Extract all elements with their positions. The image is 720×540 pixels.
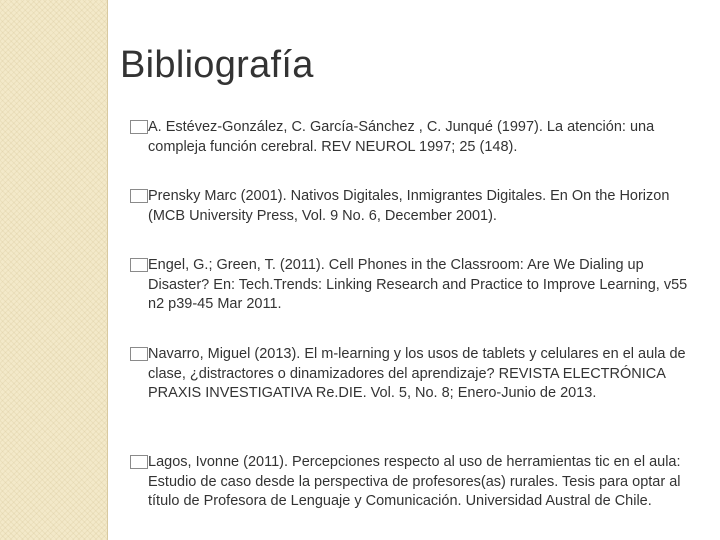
reference-item xyxy=(130,345,698,404)
box-bullet-icon xyxy=(130,189,148,203)
reference-item xyxy=(130,187,698,226)
reference-item xyxy=(130,256,698,315)
sidebar-divider xyxy=(107,0,108,540)
reference-text: Engel, G.; Green, T. (2011). Cell Phones in the Classroom: Are We Dialing up Disaster? En: Tech.Trends: Linking Research and Practice to Improve Learning, v55 n2 p39-45 Mar 2011. xyxy=(148,257,688,312)
box-bullet-icon xyxy=(130,120,148,134)
reference-item xyxy=(130,118,698,157)
reference-text: A. Estévez-González, C. García-Sánchez , C. Junqué (1997). La atención: una compleja función cerebral. REV NEUROL 1997; 25 (148). xyxy=(148,119,655,155)
box-bullet-icon xyxy=(130,455,148,469)
reference-item xyxy=(130,453,698,512)
reference-text: Prensky Marc (2001). Nativos Digitales, Inmigrantes Digitales. En On the Horizon (MCB University Press, Vol. 9 No. 6, December 2001). xyxy=(148,188,670,224)
reference-text: Lagos, Ivonne (2011). Percepciones respecto al uso de herramientas tic en el aula: Estudio de caso desde la perspectiva de profesores(as) rurales. Tesis para optar al título de Profesora de Lenguaje y Comunicación. Universidad Austral de Chile. xyxy=(148,454,681,509)
box-bullet-icon xyxy=(130,258,148,272)
slide-title: Bibliografía xyxy=(120,44,314,86)
box-bullet-icon xyxy=(130,347,148,361)
decorative-sidebar xyxy=(0,0,107,540)
reference-text: Navarro, Miguel (2013). El m-learning y los usos de tablets y celulares en el aula de clase, ¿distractores o dinamizadores del aprendizaje? REVISTA ELECTRÓNICA PRAXIS INVESTIGATIVA Re.DIE. Vol. 5, No. 8; Enero-Junio de 2013. xyxy=(148,346,686,401)
